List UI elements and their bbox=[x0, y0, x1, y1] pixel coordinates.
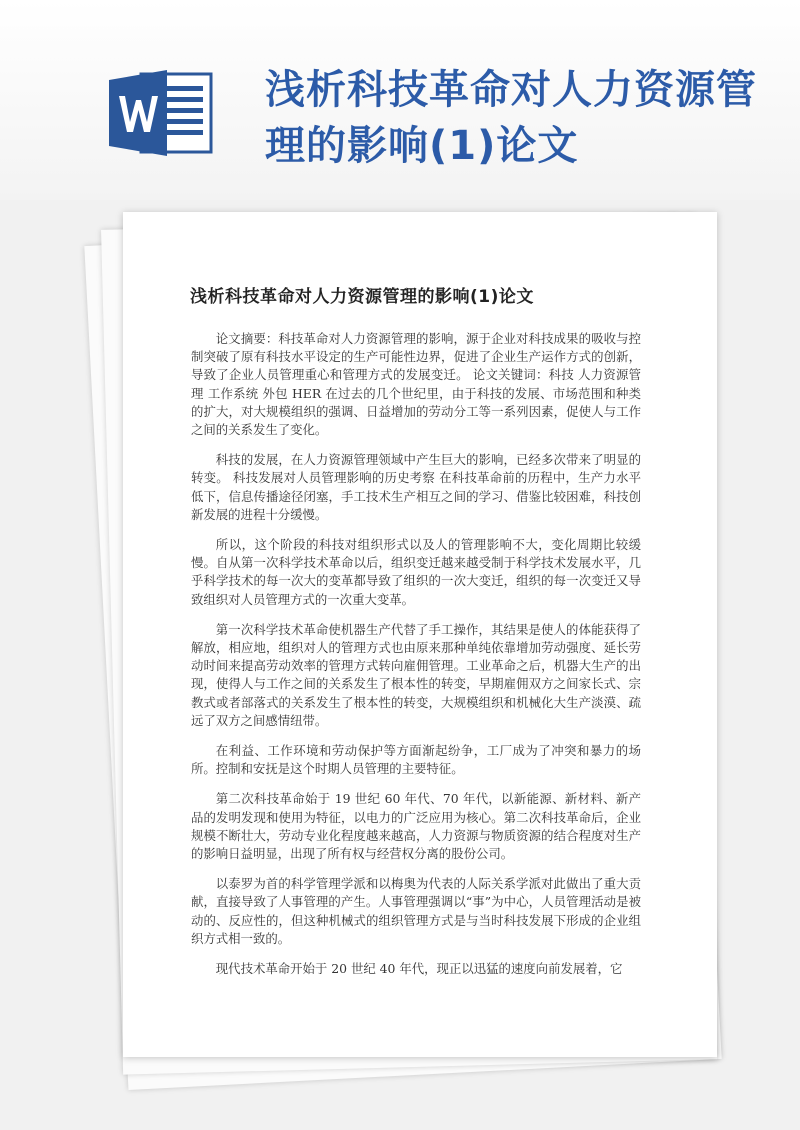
paragraph: 科技的发展，在人力资源管理领域中产生巨大的影响，已经多次带来了明显的转变。 科技发展对人员管理影响的历史考察 在科技革命前的历程中，生产力水平低下，信息传播途径闭塞，手工技术生产相互之间的学习、借鉴比较困难，科技创新发展的进程十分缓慢。 bbox=[191, 452, 641, 522]
paragraph: 所以，这个阶段的科技对组织形式以及人的管理影响不大，变化周期比较缓慢。自从第一次科学技术革命以后，组织变迁越来越受制于科学技术发展水平，几乎科学技术的每一次大的变革都导致了组织的一次大变迁，组织的每一次变迁又导致组织对人员管理方式的一次重大变革。 bbox=[191, 537, 641, 607]
paragraph: 在利益、工作环境和劳动保护等方面渐起纷争，工厂成为了冲突和暴力的场所。控制和安抚是这个时期人员管理的主要特征。 bbox=[191, 743, 641, 777]
paragraph: 现代技术革命开始于 20 世纪 40 年代，现正以迅猛的速度向前发展着，它 bbox=[215, 961, 623, 977]
banner-title: 浅析科技革命对人力资源管理的影响(1)论文 bbox=[265, 67, 757, 169]
paragraph: 论文摘要：科技革命对人力资源管理的影响，源于企业对科技成果的吸收与控制突破了原有科技水平设定的生产可能性边界，促进了企业生产运作方式的创新，导致了企业人员管理重心和管理方式的发展变迁。 论文关键词：科技 人力资源管理 工作系统 外包 HER 在过去的几个世纪里，由于科技的发展、市场范围和种类的扩大，对大规模组织的强调、日益增加的劳动分工等一系列因素，促使人与工作之间的关系发生了变化。 bbox=[191, 331, 641, 438]
document-title: 浅析科技革命对人力资源管理的影响(1)论文 bbox=[190, 287, 534, 307]
paragraph: 第一次科学技术革命使机器生产代替了手工操作，其结果是使人的体能获得了解放，相应地，组织对人的管理方式也由原来那种单纯依靠增加劳动强度、延长劳动时间来提高劳动效率的管理方式转向雇佣管理。工业革命之后，机器大生产的出现，使得人与工作之间的关系发生了根本性的转变，早期雇佣双方之间家长式、宗教式或者部落式的关系发生了根本性的转变，大规模组织和机械化大生产淡漠、疏远了双方之间感情纽带。 bbox=[191, 621, 641, 728]
paragraph: 以泰罗为首的科学管理学派和以梅奥为代表的人际关系学派对此做出了重大贡献，直接导致了人事管理的产生。人事管理强调以“事”为中心，人员管理活动是被动的、反应性的，但这种机械式的组织管理方式是与当时科技发展下形成的企业组织方式相一致的。 bbox=[191, 876, 641, 946]
header-banner bbox=[0, 0, 800, 200]
document-page bbox=[123, 212, 717, 1057]
word-document-icon bbox=[107, 70, 215, 156]
paragraph: 第二次科技革命始于 19 世纪 60 年代、70 年代，以新能源、新材料、新产品的发明发现和使用为特征，以电力的广泛应用为核心。第二次科技革命后，企业规模不断壮大，劳动专业化程度越来越高，人力资源与物质资源的结合程度对生产的影响日益明显，出现了所有权与经营权分离的股份公司。 bbox=[191, 791, 641, 862]
document-body bbox=[191, 330, 641, 990]
